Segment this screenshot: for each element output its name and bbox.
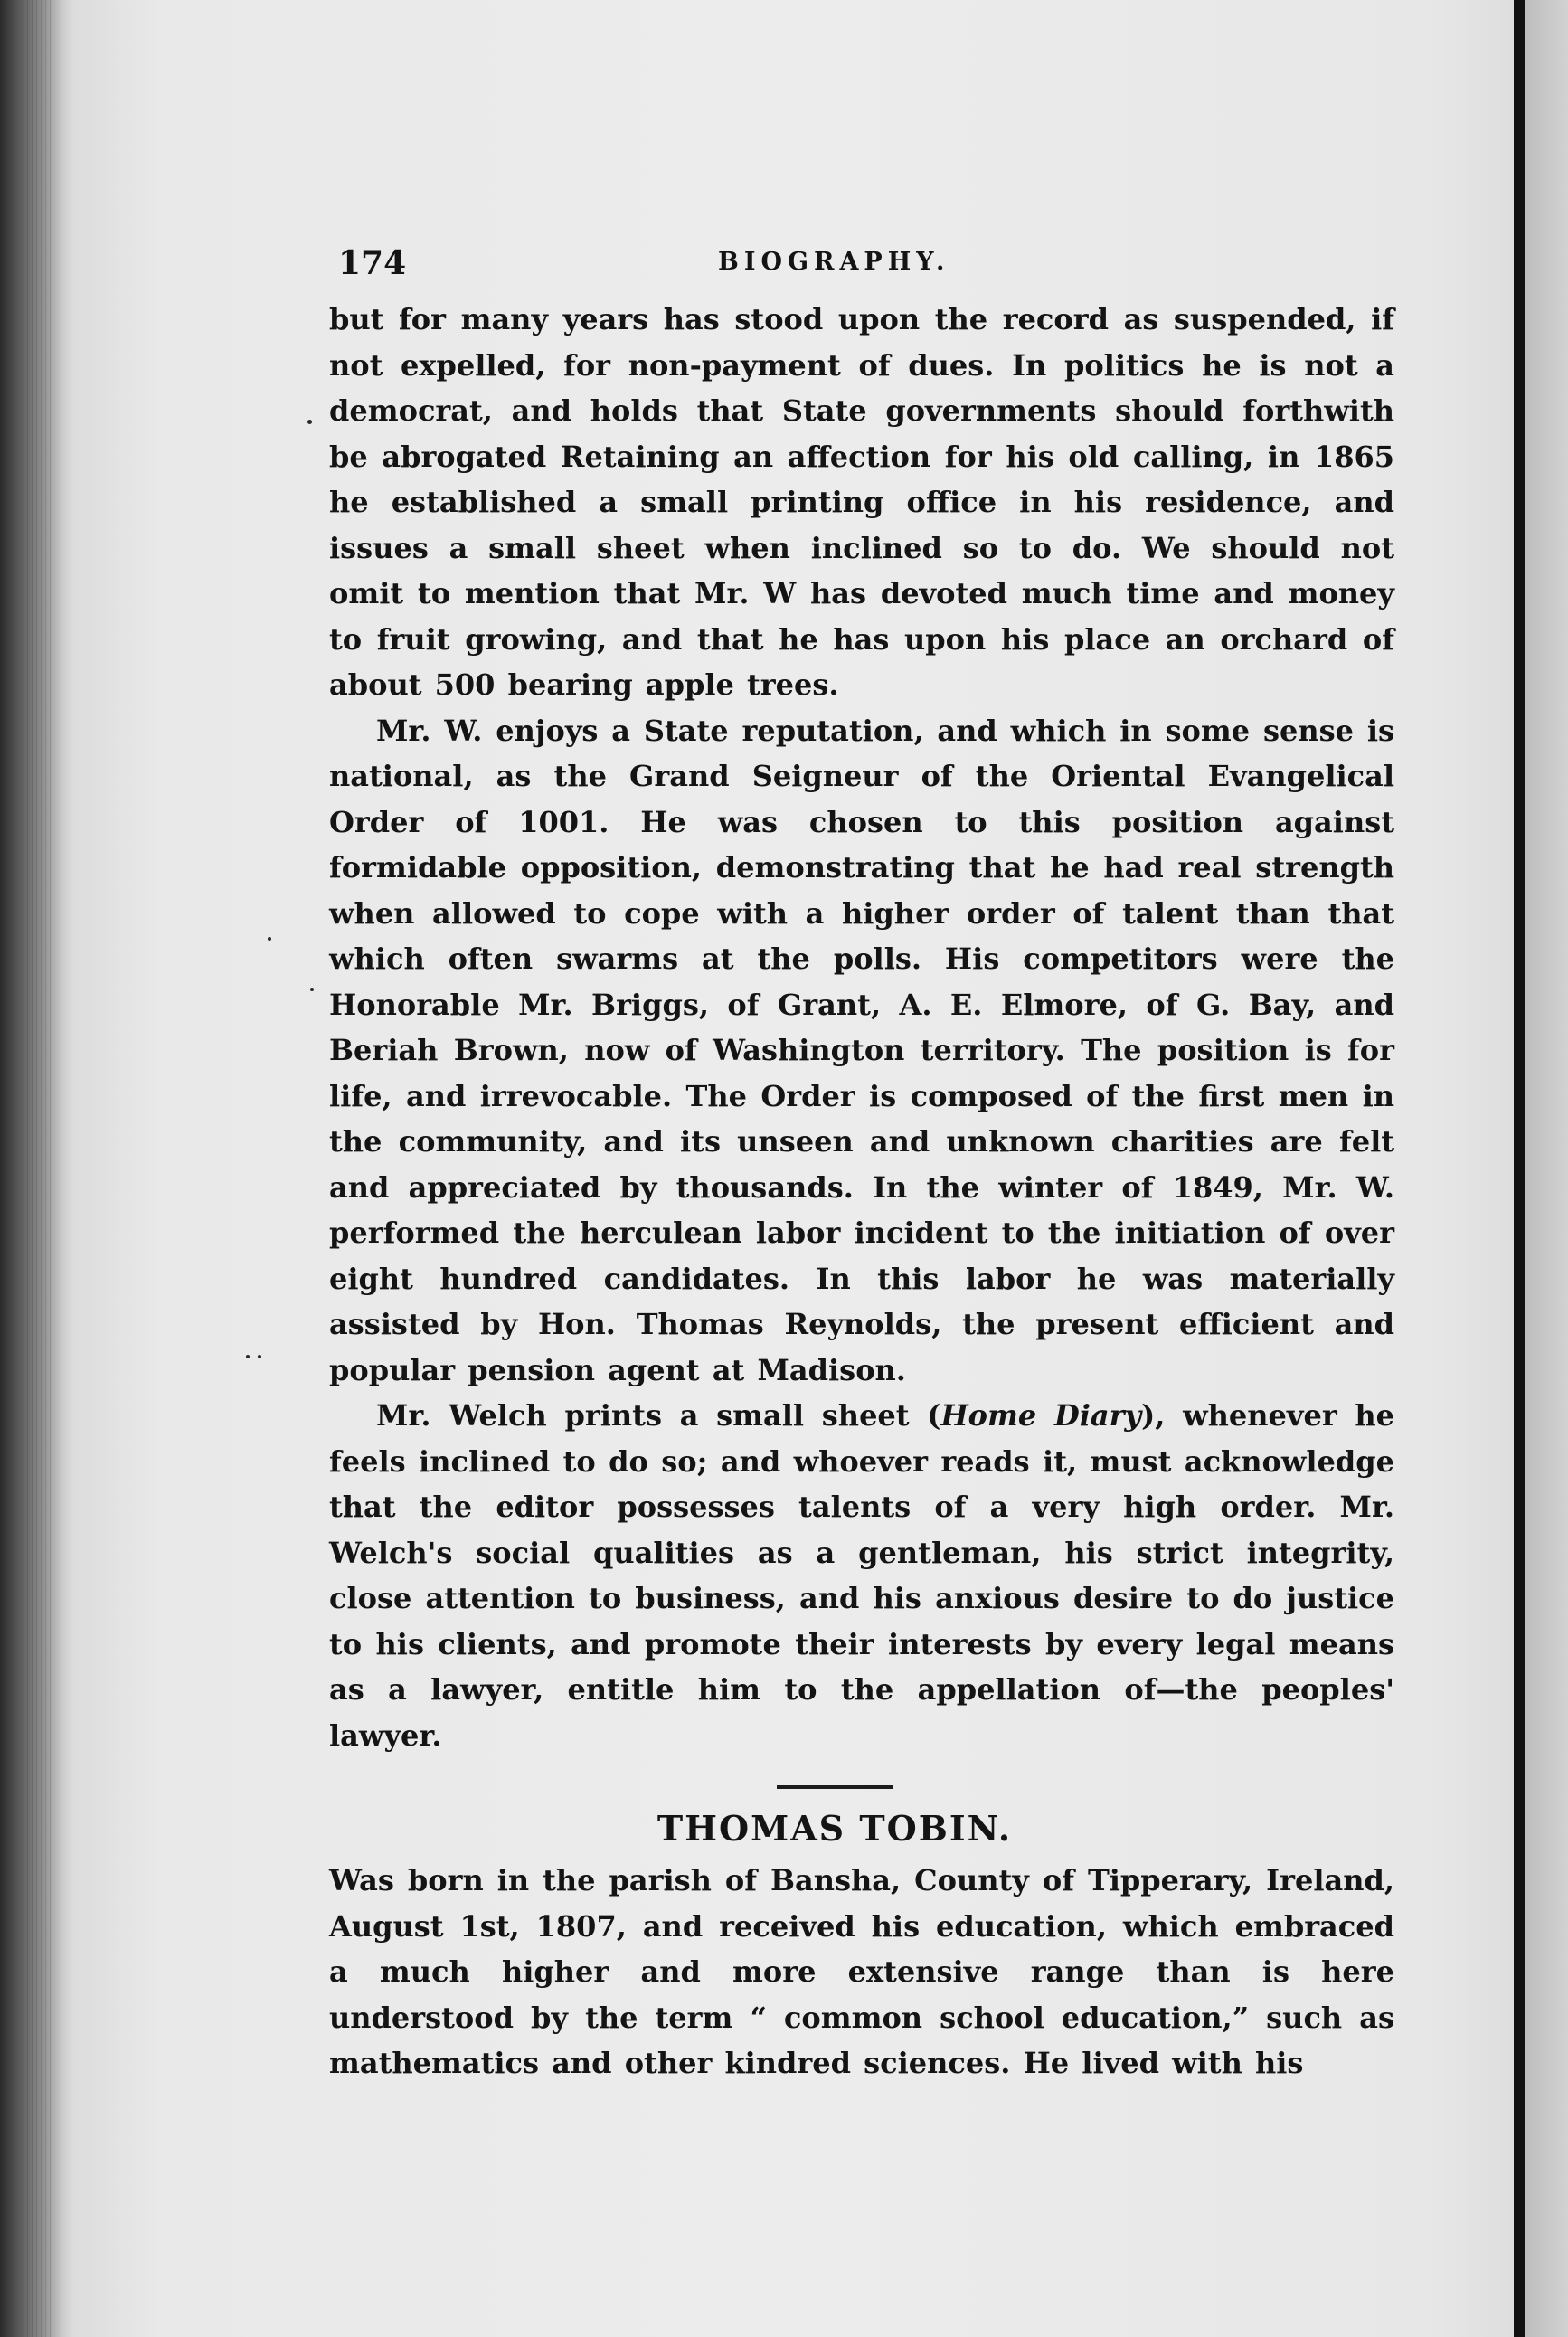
paragraph-continuation: but for many years has stood upon the record as suspended, if not expelled, for non-payment of dues. In politics he is not a democrat, and holds that State governments should forthwith be abrogated Retaining an affection for his old calling, in 1865 he established a small printing office in his residence, and issues a small sheet when inclined so to do. We should not omit to mention that Mr. W has devoted much time and money to fruit growing, and that he has upon his place an orchard of about 500 bearing apple trees. xyxy=(329,302,1394,702)
paragraph-welch xyxy=(329,1393,1394,1758)
paragraph-tobin: Was born in the parish of Bansha, County of Tipperary, Ireland, August 1st, 1807, and received his education, which embraced a much higher and more extensive range than is here understood by the term “ common school education,” such as mathematics and other kindred sciences. He lived with his xyxy=(329,1863,1394,2080)
body-text xyxy=(329,297,1394,2086)
speck xyxy=(246,1355,250,1358)
welch-text-before: Mr. Welch prints a small sheet ( xyxy=(376,1398,941,1433)
section-divider xyxy=(777,1785,893,1789)
home-diary-title: Home Diary xyxy=(940,1398,1142,1433)
running-head: BIOGRAPHY. xyxy=(718,248,950,276)
speck xyxy=(258,1355,261,1358)
welch-text-after: ), whenever he feels inclined to do so; and whoever reads it, must acknowledge that the editor possesses talents of a very high order. Mr. Welch's social qualities as a gentleman, his strict integrity, close attention to business, and his anxious desire to do justice to his clients, and promote their interests by every legal means as a lawyer, entitle him to the appellation of—the peoples' lawyer. xyxy=(329,1398,1395,1753)
page-edge-shadow xyxy=(1514,0,1525,2337)
section-title: THOMAS TOBIN. xyxy=(656,1808,1013,1849)
speck xyxy=(310,988,314,991)
speck xyxy=(268,937,271,941)
page-header xyxy=(329,237,1394,291)
speck xyxy=(307,420,312,424)
spine-texture xyxy=(27,0,54,2337)
book-spine xyxy=(0,0,72,2337)
paragraph-order-1001: Mr. W. enjoys a State reputation, and which in some sense is national, as the Grand Seigneur of the Oriental Evangelical Order of 1001. He was chosen to this position against formidable opposition, demonstrating that he had real strength when allowed to cope with a higher order of talent than that which often swarms at the polls. His competitors were the Honorable Mr. Briggs, of Grant, A. E. Elmore, of G. Bay, and Beriah Brown, now of Washington territory. The position is for life, and irrevocable. The Order is composed of the first men in the community, and its unseen and unknown charities are felt and appreciated by thousands. In the winter of 1849, Mr. W. performed the herculean labor incident to the initiation of over eight hundred candidates. In this labor he was materially assisted by Hon. Thomas Reynolds, the present efficient and popular pension agent at Madison. xyxy=(329,713,1394,1387)
right-margin xyxy=(1525,0,1568,2337)
text-block xyxy=(329,237,1394,2086)
page-number: 174 xyxy=(338,244,407,282)
